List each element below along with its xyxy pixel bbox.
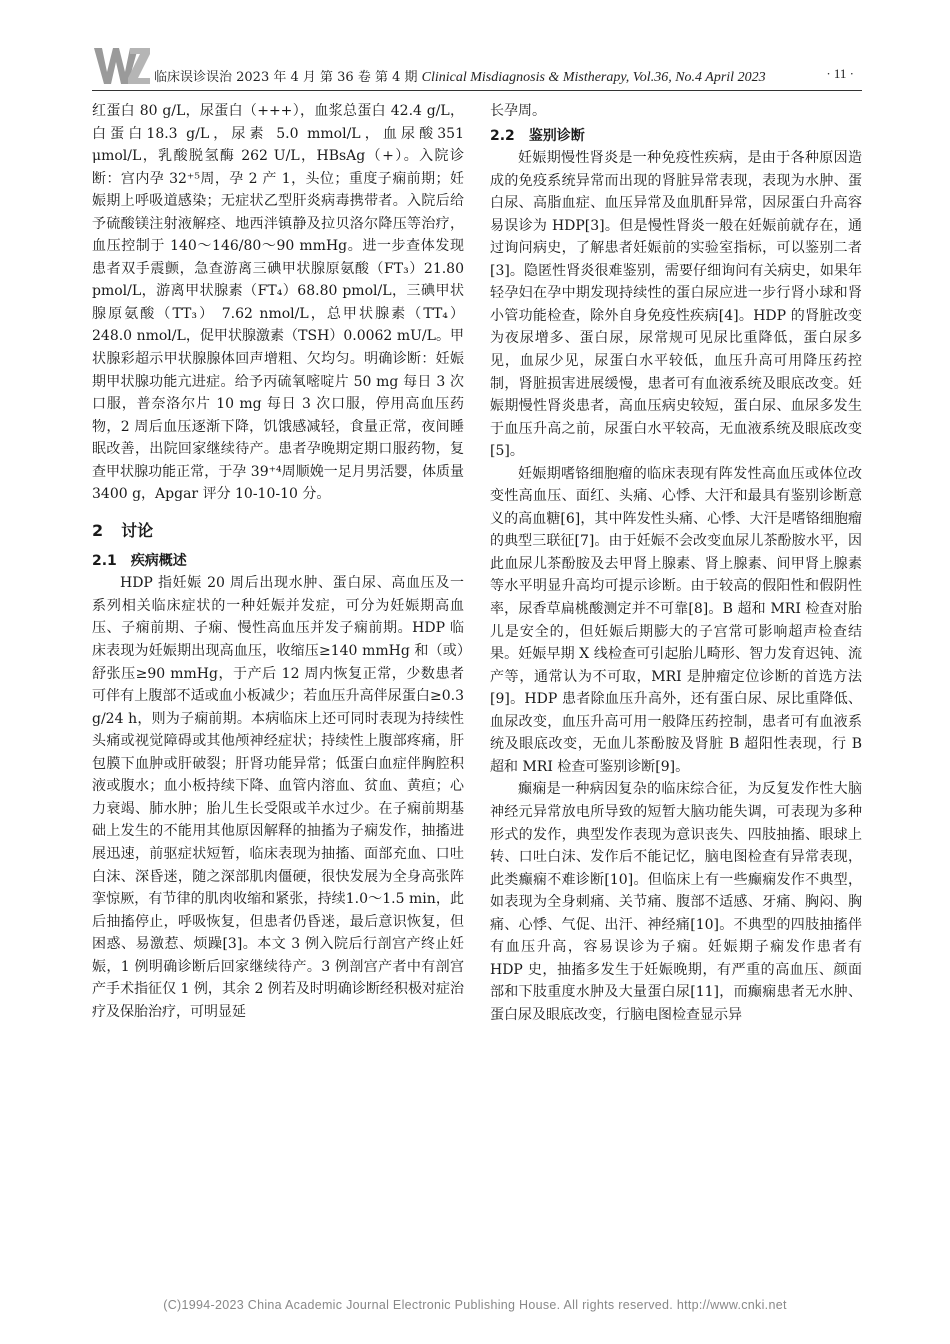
journal-logo-mark — [92, 44, 152, 88]
subsection-title: 疾病概述 — [130, 552, 187, 569]
left-column — [92, 100, 464, 1023]
nephritis-paragraph: 妊娠期慢性肾炎是一种免疫性疾病，是由于各种原因造成的免疫系统异常而出现的肾脏异常表现，表现为水肿、蛋白尿、高脂血症、血压异常及血肌酐异常，因尿蛋白升高容易误诊为 HDP[3]。但是慢性肾炎一般在妊娠前就存在，通过询问病史，了解患者妊娠前的实验室指标，可以鉴别二者[3]。隐匿性肾炎很难鉴别，需要仔细询问有关病史，如果年轻孕妇在孕中期发现持续性的蛋白尿应进一步行肾小球和肾小管功能检查，除外自身免疫性疾病[4]。HDP 的肾脏改变为夜尿增多、蛋白尿，尿常规可见尿比重降低，蛋白尿多见，血尿少见，尿蛋白水平较低，血压升高可用降压药控制，肾脏损害进展缓慢，患者可有血液系统及眼底改变。妊娠期慢性肾炎患者，高血压病史较短，蛋白尿、血尿多发生于血压升高之前，尿蛋白水平较高，无血液系统及眼底改变[5]。 — [490, 150, 862, 460]
case-paragraph: 红蛋白 80 g/L，尿蛋白（+++），血浆总蛋白 42.4 g/L，白蛋白18.3 g/L，尿素 5.0 mmol/L，血尿酸351 μmol/L，乳酸脱氢酶 262 U/L，HBsAg（+）。入院诊断：宫内孕 32⁺⁵周，孕 2 产 1，头位；重度子痫前期；妊娠期上呼吸道感染；无症状乙型肝炎病毒携带者。入院后给予硫酸镁注射液解痉、地西泮镇静及拉贝洛尔降压等治疗，血压控制于 140～146/80～90 mmHg。进一步查体发现患者双手震颤，急查游离三碘甲状腺原氨酸（FT₃）21.80 pmol/L，游离甲状腺素（FT₄）68.80 pmol/L，三碘甲状腺原氨酸（TT₃） 7.62 nmol/L，总甲状腺素（TT₄） 248.0 nmol/L，促甲状腺激素（TSH）0.0062 mU/L。甲状腺彩超示甲状腺腺体回声增粗、欠均匀。明确诊断：妊娠期甲状腺功能亢进症。给予丙硫氧嘧啶片 50 mg 每日 3 次口服，普奈洛尔片 10 mg 每日 3 次口服，停用高血压药物，2 周后血压逐渐下降，饥饿感减轻，食量正常，夜间睡眠改善，出院回家继续待产。患者孕晚期定期口服药物，复查甲状腺功能正常，于孕 39⁺⁴周顺娩一足月男活婴，体质量 3400 g，Apgar 评分 10-10-10 分。 — [92, 103, 464, 503]
section-heading-discussion — [92, 520, 464, 542]
section-title: 讨论 — [121, 520, 154, 540]
journal-logo — [92, 44, 152, 88]
journal-name-cn: 临床误诊误治 2023 年 4 月 第 36 卷 第 4 期 — [154, 70, 418, 85]
copyright-footer: (C)1994-2023 China Academic Journal Electronic Publishing House. All rights reserved. http://www.cnki.net — [163, 1298, 787, 1312]
subsection-number: 2.1 — [92, 552, 117, 569]
continuation-text: 长孕周。 — [490, 103, 546, 119]
page-number: · 11 · — [826, 66, 854, 81]
journal-name-en: Clinical Misdiagnosis & Mistherapy, Vol.36, No.4 April 2023 — [421, 70, 766, 85]
subsection-title: 鉴别诊断 — [528, 127, 585, 144]
epilepsy-paragraph: 癫痫是一种病因复杂的临床综合征，为反复发作性大脑神经元异常放电所导致的短暂大脑功能失调，可表现为多种形式的发作，典型发作表现为意识丧失、四肢抽搐、眼球上转、口吐白沫、发作后不能记忆，脑电图检查有异常表现，此类癫痫不难诊断[10]。但临床上有一些癫痫发作不典型，如表现为全身刺痛、关节痛、腹部不适感、牙痛、胸闷、胸痛、心悸、气促、出汗、神经痛[10]。不典型的四肢抽搐伴有血压升高，容易误诊为子痫。妊娠期子痫发作患者有 HDP 史，抽搐多发生于妊娠晚期，有严重的高血压、颜面部和下肢重度水肿及大量蛋白尿[11]，而癫痫患者无水肿、蛋白尿及眼底改变，行脑电图检查显示异 — [490, 781, 862, 1023]
section-number: 2 — [92, 520, 104, 540]
subsection-heading-overview — [92, 550, 464, 573]
page-header — [92, 50, 862, 91]
right-column — [490, 100, 862, 1026]
subsection-heading-differential — [490, 125, 862, 148]
subsection-number: 2.2 — [490, 127, 515, 144]
overview-paragraph: HDP 指妊娠 20 周后出现水肿、蛋白尿、高血压及一系列相关临床症状的一种妊娠并发症，可分为妊娠期高血压、子痫前期、子痫、慢性高血压并发子痫前期。HDP 临床表现为妊娠期出现高血压，收缩压≥140 mmHg 和（或）舒张压≥90 mmHg，于产后 12 周内恢复正常，少数患者可伴有上腹部不适或血小板减少；若血压升高伴尿蛋白≥0.3 g/24 h，则为子痫前期。本病临床上还可同时表现为持续性头痛或视觉障碍或其他颅神经症状；持续性上腹部疼痛，肝包膜下血肿或肝破裂；肝肾功能异常；低蛋白血症伴胸腔积液或腹水；血小板持续下降、血管内溶血、贫血、黄疸；心力衰竭、肺水肿；胎儿生长受限或羊水过少。在子痫前期基础上发生的不能用其他原因解释的抽搐为子痫发作，抽搐进展迅速，前驱症状短暂，临床表现为抽搐、面部充血、口吐白沫、深昏迷，随之深部肌肉僵硬，很快发展为全身高张阵挛惊厥，有节律的肌肉收缩和紧张，持续1.0～1.5 min，此后抽搐停止，呼吸恢复，但患者仍昏迷，最后意识恢复，但困惑、易激惹、烦躁[3]。本文 3 例入院后行剖宫产终止妊娠，1 例明确诊断后回家继续待产。3 例剖宫产者中有剖宫产手术指征仅 1 例，其余 2 例若及时明确诊断经积极对症治疗及保胎治疗，可明显延 — [92, 575, 464, 1020]
pheochromocytoma-paragraph: 妊娠期嗜铬细胞瘤的临床表现有阵发性高血压或体位改变性高血压、面红、头痛、心悸、大汗和最具有鉴别诊断意义的高血糖[6]，其中阵发性头痛、心悸、大汗是嗜铬细胞瘤的典型三联征[7]。由于妊娠不会改变血尿儿茶酚胺水平，因此血尿儿茶酚胺及去甲肾上腺素、肾上腺素、间甲肾上腺素等水平明显升高均可提示诊断。由于较高的假阳性和假阴性率，尿香草扁桃酸测定并不可靠[8]。B 超和 MRI 检查对胎儿是安全的，但妊娠后期膨大的子宫常可影响超声检查结果。妊娠早期 X 线检查可引起胎儿畸形、智力发育迟钝、流产等，通常认为不可取，MRI 是肿瘤定位诊断的首选方法[9]。HDP 患者除血压升高外，还有蛋白尿、尿比重降低、血尿改变，血压升高可用一般降压药控制，患者可有血液系统及眼底改变，无血儿茶酚胺及肾脏 B 超阳性表现，行 B 超和 MRI 检查可鉴别诊断[9]。 — [490, 465, 862, 775]
journal-citation — [154, 66, 766, 86]
